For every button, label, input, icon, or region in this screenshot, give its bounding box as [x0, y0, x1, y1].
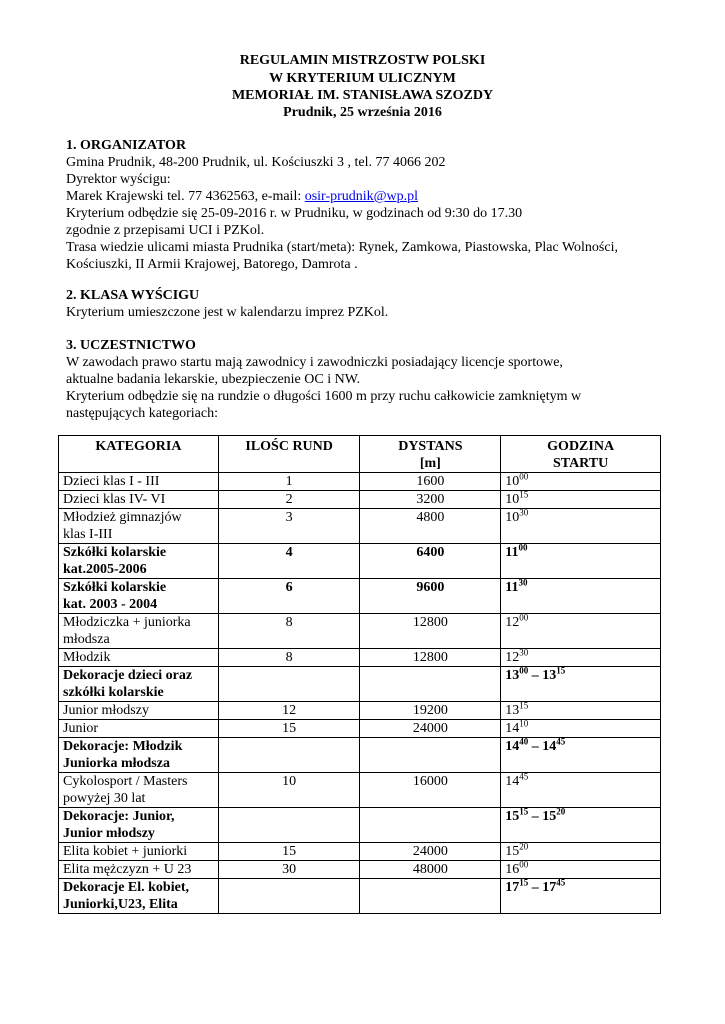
- header-distance: [360, 436, 501, 473]
- end-hour: 14: [542, 739, 557, 754]
- cell-start-time: [501, 808, 661, 843]
- route-line-1: Trasa wiedzie ulicami miasta Prudnika (start/meta): Rynek, Zamkowa, Piastowska, Plac Wolności,: [66, 240, 618, 255]
- category-line-1: Cykolosport / Masters: [63, 774, 188, 789]
- start-hour: 14: [505, 774, 520, 789]
- start-minute: 30: [519, 507, 529, 518]
- category-line-1: Dzieci klas I - III: [63, 474, 160, 489]
- table-row: [59, 544, 661, 579]
- start-hour: 13: [505, 668, 520, 683]
- category-line-2: klas I-III: [63, 527, 113, 542]
- cell-category: [59, 667, 219, 702]
- category-line-1: Dekoracje: Młodzik: [63, 739, 183, 754]
- category-line-2: Juniorki,U23, Elita: [63, 897, 178, 912]
- category-line-2: kat.2005-2006: [63, 562, 147, 577]
- cell-category: [59, 738, 219, 773]
- category-line-2: młodsza: [63, 632, 110, 647]
- header-time-a: GODZINA: [547, 439, 615, 454]
- cell-distance: 16000: [360, 773, 501, 808]
- category-line-1: Młodzież gimnazjów: [63, 510, 182, 525]
- table-row: [59, 473, 661, 491]
- start-hour: 10: [505, 492, 520, 507]
- table-row: [59, 667, 661, 702]
- cell-start-time: [501, 843, 661, 861]
- start-minute: 00: [519, 471, 529, 482]
- section-2-heading: 2. KLASA WYŚCIGU: [66, 288, 200, 303]
- cell-laps: 2: [218, 491, 360, 509]
- organizer-address: Gmina Prudnik, 48-200 Prudnik, ul. Kościuszki 3 , tel. 77 4066 202: [66, 155, 446, 170]
- end-hour: 13: [542, 668, 557, 683]
- table-row: [59, 509, 661, 544]
- cell-start-time: [501, 491, 661, 509]
- table-row: [59, 720, 661, 738]
- start-minute: 15: [519, 877, 529, 888]
- section-3-p1: W zawodach prawo startu mają zawodnicy i zawodniczki posiadający licencje sportowe,: [66, 355, 563, 370]
- start-minute: 00: [519, 665, 529, 676]
- start-hour: 15: [505, 844, 520, 859]
- category-line-1: Elita mężczyzn + U 23: [63, 862, 192, 877]
- cell-laps: 1: [218, 473, 360, 491]
- category-line-2: kat. 2003 - 2004: [63, 597, 158, 612]
- start-minute: 40: [519, 736, 529, 747]
- start-minute: 00: [519, 612, 529, 623]
- category-line-2: szkółki kolarskie: [63, 685, 164, 700]
- cell-category: [59, 509, 219, 544]
- cell-distance: 4800: [360, 509, 501, 544]
- doc-title-line-1: REGULAMIN MISTRZOSTW POLSKI: [239, 53, 486, 68]
- start-minute: 30: [518, 577, 528, 588]
- cell-start-time: [501, 773, 661, 808]
- event-info-1: Kryterium odbędzie się 25-09-2016 r. w Prudniku, w godzinach od 9:30 do 17.30: [66, 206, 523, 221]
- category-line-2: powyżej 30 lat: [63, 791, 146, 806]
- category-line-1: Junior młodszy: [63, 703, 149, 718]
- category-line-1: Dekoracje El. kobiet,: [63, 880, 189, 895]
- table-row: [59, 649, 661, 667]
- cell-start-time: [501, 738, 661, 773]
- header-distance-a: DYSTANS: [398, 439, 463, 454]
- header-category: KATEGORIA: [59, 436, 219, 473]
- category-line-1: Młodzik: [63, 650, 111, 665]
- section-3-p2: aktualne badania lekarskie, ubezpieczenie OC i NW.: [66, 372, 361, 387]
- section-1-heading: 1. ORGANIZATOR: [66, 138, 187, 153]
- start-hour: 10: [505, 510, 520, 525]
- table-row: [59, 614, 661, 649]
- cell-laps: 3: [218, 509, 360, 544]
- cell-category: [59, 544, 219, 579]
- end-minute: 45: [556, 877, 566, 888]
- start-minute: 10: [519, 718, 529, 729]
- doc-title-line-4: Prudnik, 25 września 2016: [283, 105, 442, 120]
- cell-category: [59, 491, 219, 509]
- start-minute: 15: [519, 489, 529, 500]
- cell-category: [59, 808, 219, 843]
- categories-table: [58, 435, 661, 914]
- start-minute: 45: [519, 771, 529, 782]
- cell-start-time: [501, 579, 661, 614]
- start-minute: 20: [519, 841, 529, 852]
- doc-title-line-2: W KRYTERIUM ULICZNYM: [269, 71, 456, 86]
- table-row: [59, 808, 661, 843]
- route-line-2: Kościuszki, II Armii Krajowej, Batorego, Damrota .: [66, 257, 358, 272]
- table-row: [59, 843, 661, 861]
- director-contact-text: Marek Krajewski tel. 77 4362563, e-mail:: [66, 189, 305, 204]
- end-hour: 15: [542, 809, 557, 824]
- start-hour: 14: [505, 721, 520, 736]
- start-hour: 12: [505, 650, 520, 665]
- cell-laps: [218, 667, 360, 702]
- start-minute: 15: [519, 700, 529, 711]
- cell-laps: 30: [218, 861, 360, 879]
- table-row: [59, 579, 661, 614]
- start-minute: 00: [518, 542, 528, 553]
- cell-start-time: [501, 861, 661, 879]
- event-info-2: zgodnie z przepisami UCI i PZKol.: [66, 223, 265, 238]
- cell-category: [59, 879, 219, 914]
- cell-distance: 3200: [360, 491, 501, 509]
- cell-distance: 1600: [360, 473, 501, 491]
- cell-laps: [218, 879, 360, 914]
- time-separator: –: [528, 668, 543, 683]
- cell-category: [59, 773, 219, 808]
- cell-distance: 12800: [360, 614, 501, 649]
- header-laps: ILOŚC RUND: [218, 436, 360, 473]
- table-row: [59, 491, 661, 509]
- table-row: [59, 702, 661, 720]
- start-hour: 14: [505, 739, 520, 754]
- cell-laps: 10: [218, 773, 360, 808]
- start-hour: 16: [505, 862, 520, 877]
- cell-category: [59, 843, 219, 861]
- category-line-2: Juniorka młodsza: [63, 756, 170, 771]
- cell-laps: 4: [218, 544, 360, 579]
- category-line-1: Junior: [63, 721, 98, 736]
- cell-distance: 48000: [360, 861, 501, 879]
- cell-start-time: [501, 667, 661, 702]
- end-minute: 20: [556, 806, 566, 817]
- header-distance-b: [m]: [419, 456, 441, 471]
- cell-start-time: [501, 879, 661, 914]
- table-header-row: [59, 436, 661, 473]
- email-link[interactable]: osir-prudnik@wp.pl: [304, 189, 419, 204]
- cell-distance: [360, 879, 501, 914]
- category-line-1: Elita kobiet + juniorki: [63, 844, 188, 859]
- table-row: [59, 738, 661, 773]
- start-hour: 11: [505, 580, 519, 595]
- category-line-1: Dekoracje: Junior,: [63, 809, 175, 824]
- category-line-2: Junior młodszy: [63, 826, 155, 841]
- cell-distance: [360, 808, 501, 843]
- cell-category: [59, 702, 219, 720]
- director-label: Dyrektor wyścigu:: [66, 172, 171, 187]
- cell-start-time: [501, 544, 661, 579]
- cell-category: [59, 473, 219, 491]
- cell-distance: 9600: [360, 579, 501, 614]
- section-3-p4: następujących kategoriach:: [66, 406, 218, 421]
- cell-category: [59, 579, 219, 614]
- cell-distance: 12800: [360, 649, 501, 667]
- time-separator: –: [528, 880, 543, 895]
- cell-category: [59, 649, 219, 667]
- end-hour: 17: [542, 880, 557, 895]
- header-start-time: [501, 436, 661, 473]
- cell-laps: [218, 808, 360, 843]
- start-hour: 11: [505, 545, 519, 560]
- start-minute: 00: [519, 859, 529, 870]
- cell-distance: [360, 738, 501, 773]
- time-separator: –: [528, 809, 543, 824]
- header-time-b: STARTU: [552, 456, 609, 471]
- end-minute: 45: [556, 736, 566, 747]
- cell-distance: [360, 667, 501, 702]
- cell-start-time: [501, 649, 661, 667]
- cell-laps: 8: [218, 649, 360, 667]
- cell-laps: 12: [218, 702, 360, 720]
- cell-category: [59, 861, 219, 879]
- start-hour: 13: [505, 703, 520, 718]
- cell-start-time: [501, 473, 661, 491]
- cell-category: [59, 614, 219, 649]
- section-3-heading: 3. UCZESTNICTWO: [66, 338, 196, 353]
- start-hour: 17: [505, 880, 520, 895]
- cell-start-time: [501, 720, 661, 738]
- category-line-1: Szkółki kolarskie: [63, 545, 167, 560]
- cell-category: [59, 720, 219, 738]
- table-row: [59, 861, 661, 879]
- cell-distance: 6400: [360, 544, 501, 579]
- end-minute: 15: [556, 665, 566, 676]
- cell-distance: 24000: [360, 720, 501, 738]
- cell-laps: 8: [218, 614, 360, 649]
- cell-start-time: [501, 702, 661, 720]
- section-2-text: Kryterium umieszczone jest w kalendarzu imprez PZKol.: [66, 305, 389, 320]
- category-line-1: Dzieci klas IV- VI: [63, 492, 166, 507]
- start-minute: 30: [519, 647, 529, 658]
- cell-laps: 15: [218, 720, 360, 738]
- table-row: [59, 879, 661, 914]
- start-hour: 10: [505, 474, 520, 489]
- start-hour: 15: [505, 809, 520, 824]
- director-contact: [66, 188, 418, 205]
- cell-laps: 15: [218, 843, 360, 861]
- cell-laps: [218, 738, 360, 773]
- time-separator: –: [528, 739, 543, 754]
- category-line-1: Dekoracje dzieci oraz: [63, 668, 193, 683]
- cell-laps: 6: [218, 579, 360, 614]
- table-row: [59, 773, 661, 808]
- cell-distance: 19200: [360, 702, 501, 720]
- start-minute: 15: [519, 806, 529, 817]
- start-hour: 12: [505, 615, 520, 630]
- cell-distance: 24000: [360, 843, 501, 861]
- cell-start-time: [501, 509, 661, 544]
- category-line-1: Szkółki kolarskie: [63, 580, 167, 595]
- section-3-p3: Kryterium odbędzie się na rundzie o długości 1600 m przy ruchu całkowicie zamkniętym w: [66, 389, 582, 404]
- doc-title-line-3: MEMORIAŁ IM. STANISŁAWA SZOZDY: [231, 88, 494, 103]
- cell-start-time: [501, 614, 661, 649]
- category-line-1: Młodziczka + juniorka: [63, 615, 191, 630]
